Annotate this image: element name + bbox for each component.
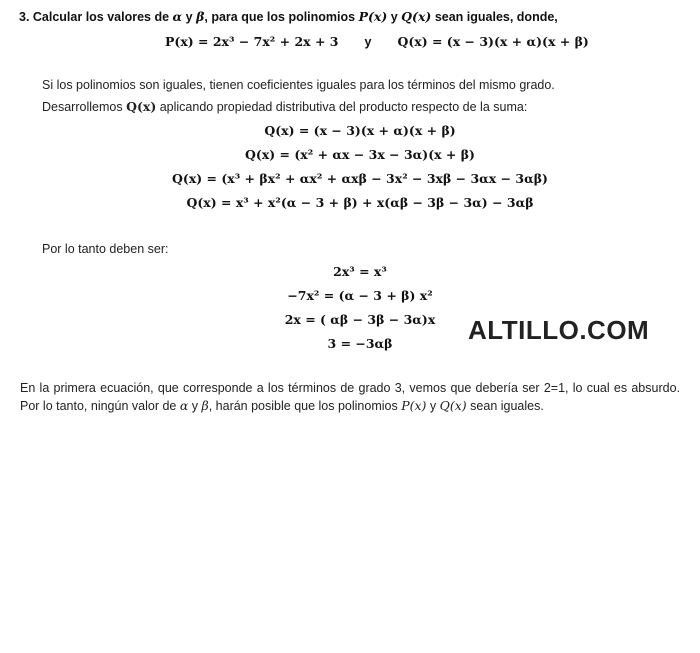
conclusion-part-2: , harán posible que los polinomios <box>208 399 402 413</box>
title-y2: y <box>387 10 402 24</box>
conclusion-p: P(x) <box>401 398 427 413</box>
title-prefix: 3. Calcular los valores de <box>19 10 173 24</box>
conclusion-y2: y <box>426 399 440 413</box>
definitions-and: y <box>364 35 372 49</box>
title-suffix: sean iguales, donde, <box>431 10 558 24</box>
title-beta: β <box>196 9 205 24</box>
altillo-logo: ALTILLO.COM <box>468 315 650 345</box>
therefore-text: Por lo tanto deben ser: <box>42 242 169 256</box>
conclusion-alpha: α <box>179 398 189 413</box>
title-p: P(x) <box>358 9 388 24</box>
conclusion-q: Q(x) <box>439 398 467 413</box>
condition-4: 3 = −3αβ <box>327 336 393 351</box>
conclusion-part-1: En la primera ecuación, que corresponde a los términos de grado 3, vemos que debería ser 2=1, lo cual es absurdo. Por lo tanto, ningún valor de <box>20 381 680 413</box>
condition-1: 2x³ = x³ <box>333 264 387 279</box>
problem-statement <box>19 9 558 24</box>
intro-line-2 <box>42 99 527 114</box>
polynomial-definitions <box>165 34 589 49</box>
title-q: Q(x) <box>401 9 432 24</box>
intro-line-2-q: Q(x) <box>126 99 157 114</box>
p-definition: P(x) = 2x³ − 7x² + 2x + 3 <box>165 34 339 49</box>
q-definition: Q(x) = (x − 3)(x + α)(x + β) <box>397 34 589 49</box>
conclusion-paragraph <box>20 380 680 415</box>
conclusion-part-3: sean iguales. <box>466 399 544 413</box>
intro-line-2-a: Desarrollemos <box>42 100 127 114</box>
intro-line-2-b: aplicando propiedad distributiva del producto respecto de la suma: <box>156 100 528 114</box>
title-mid: , para que los polinomios <box>204 10 359 24</box>
title-alpha: α <box>172 9 183 24</box>
expansion-step-4: Q(x) = x³ + x²(α − 3 + β) + x(αβ − 3β − 3α) − 3αβ <box>186 195 534 210</box>
condition-3: 2x = ( αβ − 3β − 3α)x <box>284 312 436 327</box>
expansion-step-2: Q(x) = (x² + αx − 3x − 3α)(x + β) <box>245 147 475 162</box>
condition-2: −7x² = (α − 3 + β) x² <box>287 288 433 303</box>
title-y: y <box>182 10 197 24</box>
conclusion-beta: β <box>201 398 209 413</box>
expansion-step-1: Q(x) = (x − 3)(x + α)(x + β) <box>264 123 456 138</box>
intro-line-1: Si los polinomios son iguales, tienen coeficientes iguales para los términos del mismo grado. <box>42 78 555 92</box>
expansion-step-3: Q(x) = (x³ + βx² + αx² + αxβ − 3x² − 3xβ − 3αx − 3αβ) <box>172 171 548 186</box>
conclusion-y: y <box>188 399 202 413</box>
